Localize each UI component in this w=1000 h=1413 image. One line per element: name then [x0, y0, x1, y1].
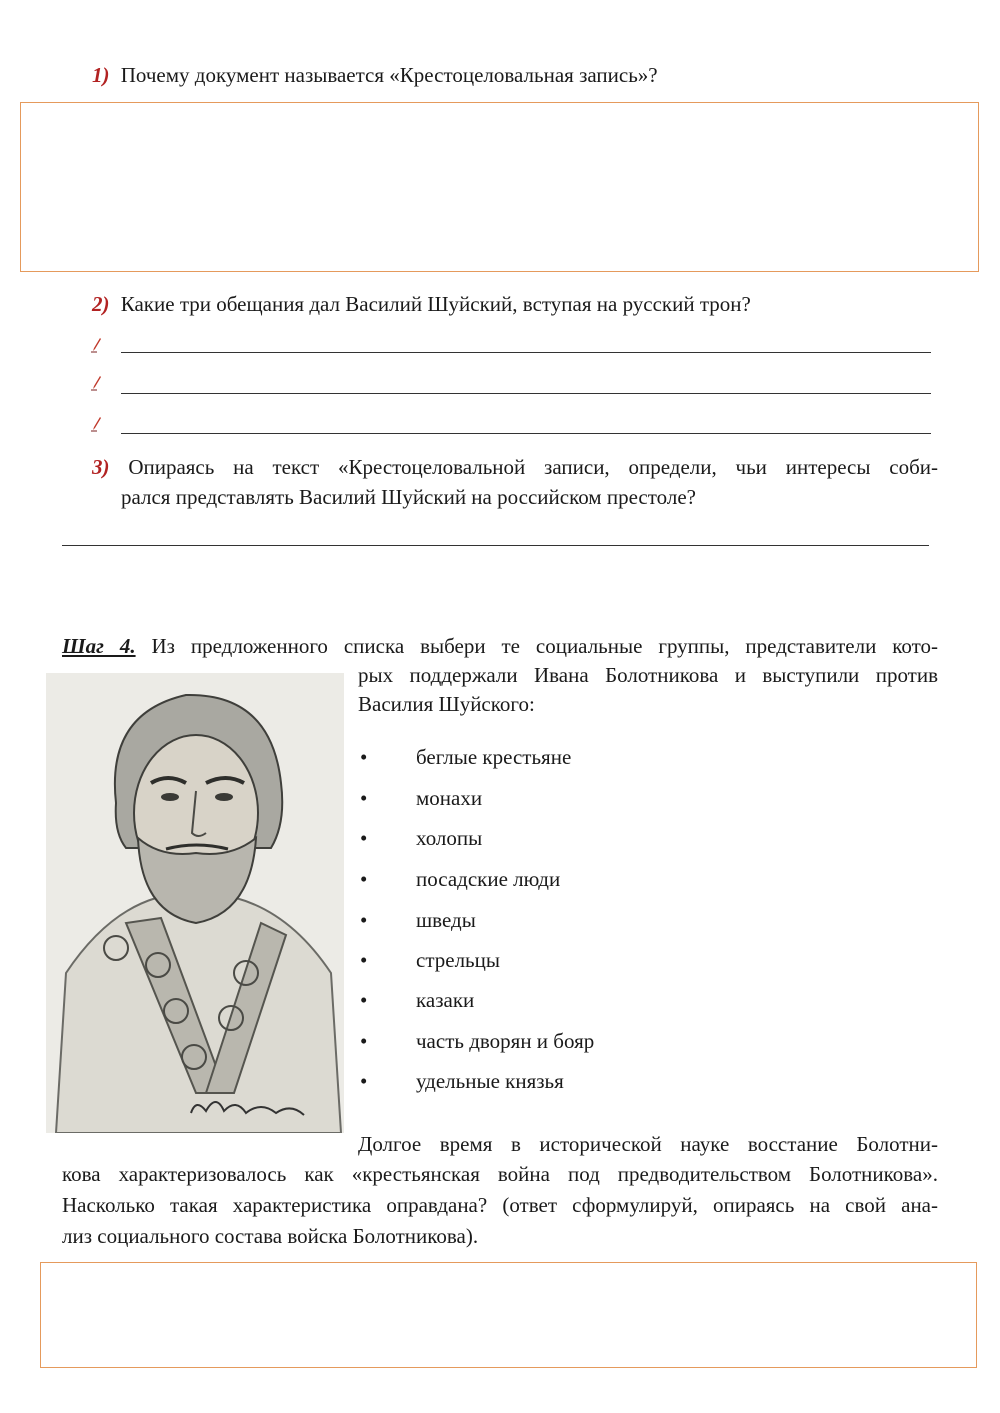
- question-3-text-1: Опираясь на текст «Крестоцеловальной записи, определи, чьи интересы соби-: [128, 455, 939, 479]
- step-4-line-2: рых поддержали Ивана Болотникова и выступили против: [358, 663, 938, 687]
- bullet: •: [360, 745, 368, 769]
- list-item-label: часть дворян и бояр: [416, 1029, 595, 1053]
- bullet: •: [360, 826, 368, 850]
- answer-line-3[interactable]: [121, 433, 931, 434]
- question-1-number: 1): [92, 63, 110, 87]
- bolotnikov-portrait: [46, 673, 344, 1133]
- answer-line-2[interactable]: [121, 393, 931, 394]
- list-item-label: удельные князья: [416, 1069, 564, 1093]
- bullet: •: [360, 988, 368, 1012]
- paragraph-line-3: Насколько такая характеристика оправдана? (ответ сформулируй, опираясь на свой ана-: [62, 1193, 938, 1217]
- bullet: •: [360, 867, 368, 891]
- list-item-label: холопы: [416, 826, 483, 850]
- bullet: •: [360, 948, 368, 972]
- step-4-text-1: Из предложенного списка выбери те социальные группы, представители кото-: [135, 634, 939, 658]
- pen-icon: [90, 337, 102, 353]
- question-3-line-2: рался представлять Василий Шуйский на российском престоле?: [121, 485, 696, 509]
- question-2-text: Какие три обещания дал Василий Шуйский, вступая на русский трон?: [120, 292, 751, 316]
- bullet: •: [360, 1069, 368, 1093]
- bullet: •: [360, 1029, 368, 1053]
- question-2-number: 2): [92, 292, 110, 316]
- bullet: •: [360, 786, 368, 810]
- list-item-label: казаки: [416, 988, 475, 1012]
- list-item-label: монахи: [416, 786, 483, 810]
- question-3-line-1: [92, 452, 938, 482]
- step-4-line-3: Василия Шуйского:: [358, 692, 535, 716]
- answer-line-4[interactable]: [62, 545, 929, 546]
- list-item-label: посадские люди: [416, 867, 561, 891]
- question-2: [92, 289, 942, 319]
- bullet: •: [360, 908, 368, 932]
- portrait-sketch: [46, 673, 344, 1133]
- question-1: [92, 60, 942, 90]
- answer-box-1[interactable]: [20, 102, 979, 272]
- list-item-label: беглые крестьяне: [416, 745, 572, 769]
- step-4-line-1: [62, 631, 938, 661]
- paragraph-line-1: Долгое время в исторической науке восстание Болотни-: [358, 1132, 938, 1156]
- question-3-number: 3): [92, 455, 110, 479]
- step-4-label: Шаг 4.: [62, 634, 136, 658]
- answer-line-1[interactable]: [121, 352, 931, 353]
- list-item-label: шведы: [416, 908, 476, 932]
- list-item-label: стрельцы: [416, 948, 500, 972]
- question-1-text: Почему документ называется «Крестоцеловальная запись»?: [120, 63, 658, 87]
- answer-box-2[interactable]: [40, 1262, 977, 1368]
- paragraph-line-2: кова характеризовалось как «крестьянская война под предводительством Болотникова».: [62, 1162, 938, 1186]
- pen-icon: [90, 375, 102, 391]
- pen-icon: [90, 416, 102, 432]
- paragraph-line-4: лиз социального состава войска Болотникова).: [62, 1224, 479, 1248]
